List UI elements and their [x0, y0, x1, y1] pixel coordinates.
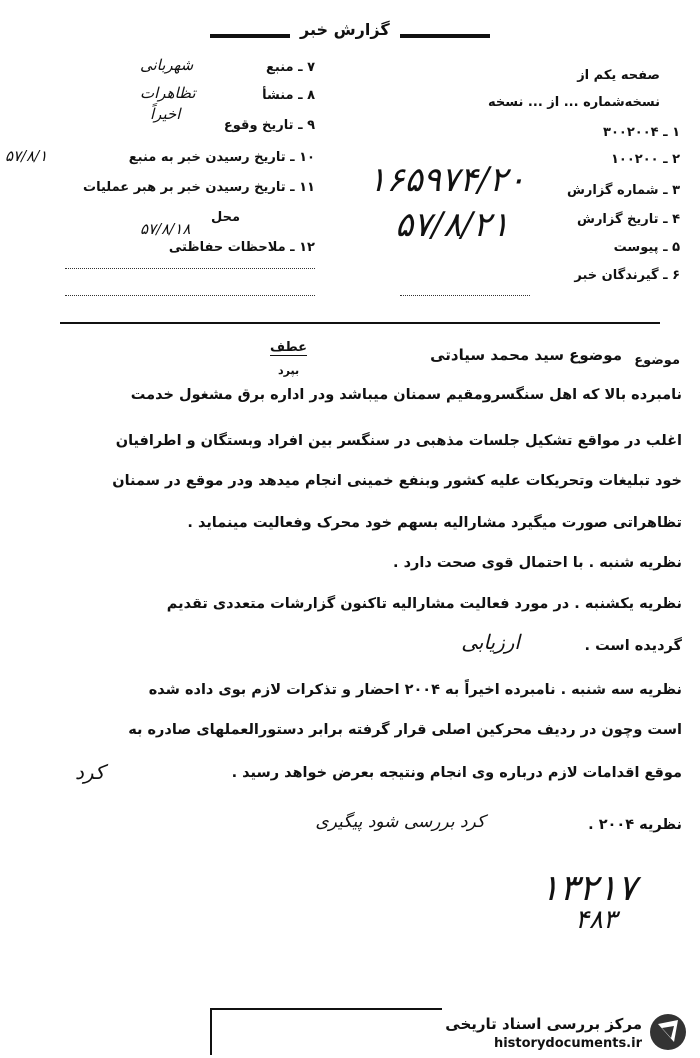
- body-line: موقع اقدامات لازم درباره وی انجام ونتیجه بعرض خواهد رسید .: [231, 765, 682, 781]
- field-received-source-value: ۵۷/۸/۱: [5, 147, 48, 165]
- body-line: گردیده است .: [584, 638, 682, 654]
- watermark-url: historydocuments.ir: [493, 1036, 642, 1051]
- field-2: ۲ ـ ۱۰۰۲۰۰: [610, 152, 680, 167]
- body-line: اغلب در مواقع تشکیل جلسات مذهبی در سنگسر بین افراد وبستگان و اطرافیان: [115, 433, 682, 449]
- field-report-date: ۴ ـ تاریخ گزارش: [577, 212, 680, 227]
- body-line: نظریه ۲۰۰۴ .: [588, 817, 682, 833]
- field-attachment: ۵ ـ پیوست: [613, 240, 680, 255]
- field-location-value: ۵۷/۸/۱۸: [140, 220, 191, 238]
- body-line: نظریه سه شنبه . نامبرده اخیراً به ۲۰۰۴ احضار و تذکرات لازم بوی داده شده: [148, 682, 682, 698]
- reference-sub: بپرد: [278, 364, 300, 377]
- field-report-number: ۳ ـ شماره گزارش: [566, 183, 680, 198]
- page-indicator: صفحه یکم از: [577, 68, 660, 83]
- report-title: [210, 20, 490, 46]
- watermark-logo-icon: [648, 1012, 688, 1052]
- copy-number: نسخه‌شماره ... از ... نسخه: [488, 95, 660, 110]
- divider: [60, 322, 660, 324]
- field-source: ۷ ـ منبع: [266, 60, 315, 75]
- field-received-ops: ۱۱ ـ تاریخ رسیدن خبر بر هبر عملیات: [83, 180, 315, 195]
- watermark-title: مرکز بررسی اسناد تاریخی: [445, 1015, 642, 1033]
- subject-value: موضوع سید محمد سیادتی: [430, 346, 622, 364]
- field-1: ۱ ـ ۳۰۰۲۰۰۴: [603, 125, 680, 140]
- field-recipients: ۶ ـ گیرندگان خبر: [574, 268, 680, 283]
- field-occurrence-date-value: اخیراً: [150, 105, 181, 123]
- handwritten-report-date: ۵۷/۸/۲۱: [395, 205, 510, 245]
- field-source-value: شهربانی: [140, 56, 194, 74]
- footer-box: [210, 1008, 442, 1055]
- body-line: نامبرده بالا که اهل سنگسرومقیم سمنان میباشد ودر اداره برق مشغول خدمت: [130, 387, 682, 403]
- subject-label: موضوع: [634, 353, 680, 368]
- body-line: نظریه شنبه . با احتمال قوی صحت دارد .: [393, 555, 682, 571]
- body-line: نظریه یکشنبه . در مورد فعالیت مشارالیه تاکنون گزارشات متعددی تقدیم: [166, 596, 682, 612]
- report-title-text: گزارش خبر: [290, 20, 400, 39]
- handwritten-number: ۱۳۲۱۷: [540, 868, 637, 909]
- dotted-line: [65, 268, 315, 269]
- field-origin-value: تظاهرات: [140, 84, 196, 102]
- handwritten-report-number: ۱۶۵۹۷۴/۲۰: [368, 160, 526, 200]
- body-line: خود تبلیغات وتحریکات علیه کشور وبنفع خمینی انجام میدهد ودر موقع در سمنان: [112, 473, 682, 489]
- handwritten-initials: کرد: [75, 760, 105, 784]
- reference-label: عطف: [270, 340, 308, 355]
- dotted-line: [400, 295, 530, 296]
- dotted-line: [65, 295, 315, 296]
- field-received-source: ۱۰ ـ تاریخ رسیدن خبر به منبع: [128, 150, 315, 165]
- field-occurrence-date: ۹ ـ تاریخ وقوع: [223, 118, 315, 133]
- field-security-notes: ۱۲ ـ ملاحظات حفاظتی: [168, 240, 315, 255]
- handwritten-code: ۴۸۳: [575, 905, 617, 935]
- field-origin: ۸ ـ منشأ: [262, 88, 315, 103]
- body-line: تظاهراتی صورت میگیرد مشارالیه بسهم خود محرک وفعالیت مینماید .: [187, 515, 682, 531]
- handwritten-initials: ارزیابی: [461, 630, 520, 654]
- field-location: محل: [210, 210, 240, 225]
- body-line: است وچون در ردیف محرکین اصلی قرار گرفته برابر دستورالعملهای صادره به: [128, 722, 682, 738]
- handwritten-note: کرد بررسی شود پیگیری: [315, 812, 485, 832]
